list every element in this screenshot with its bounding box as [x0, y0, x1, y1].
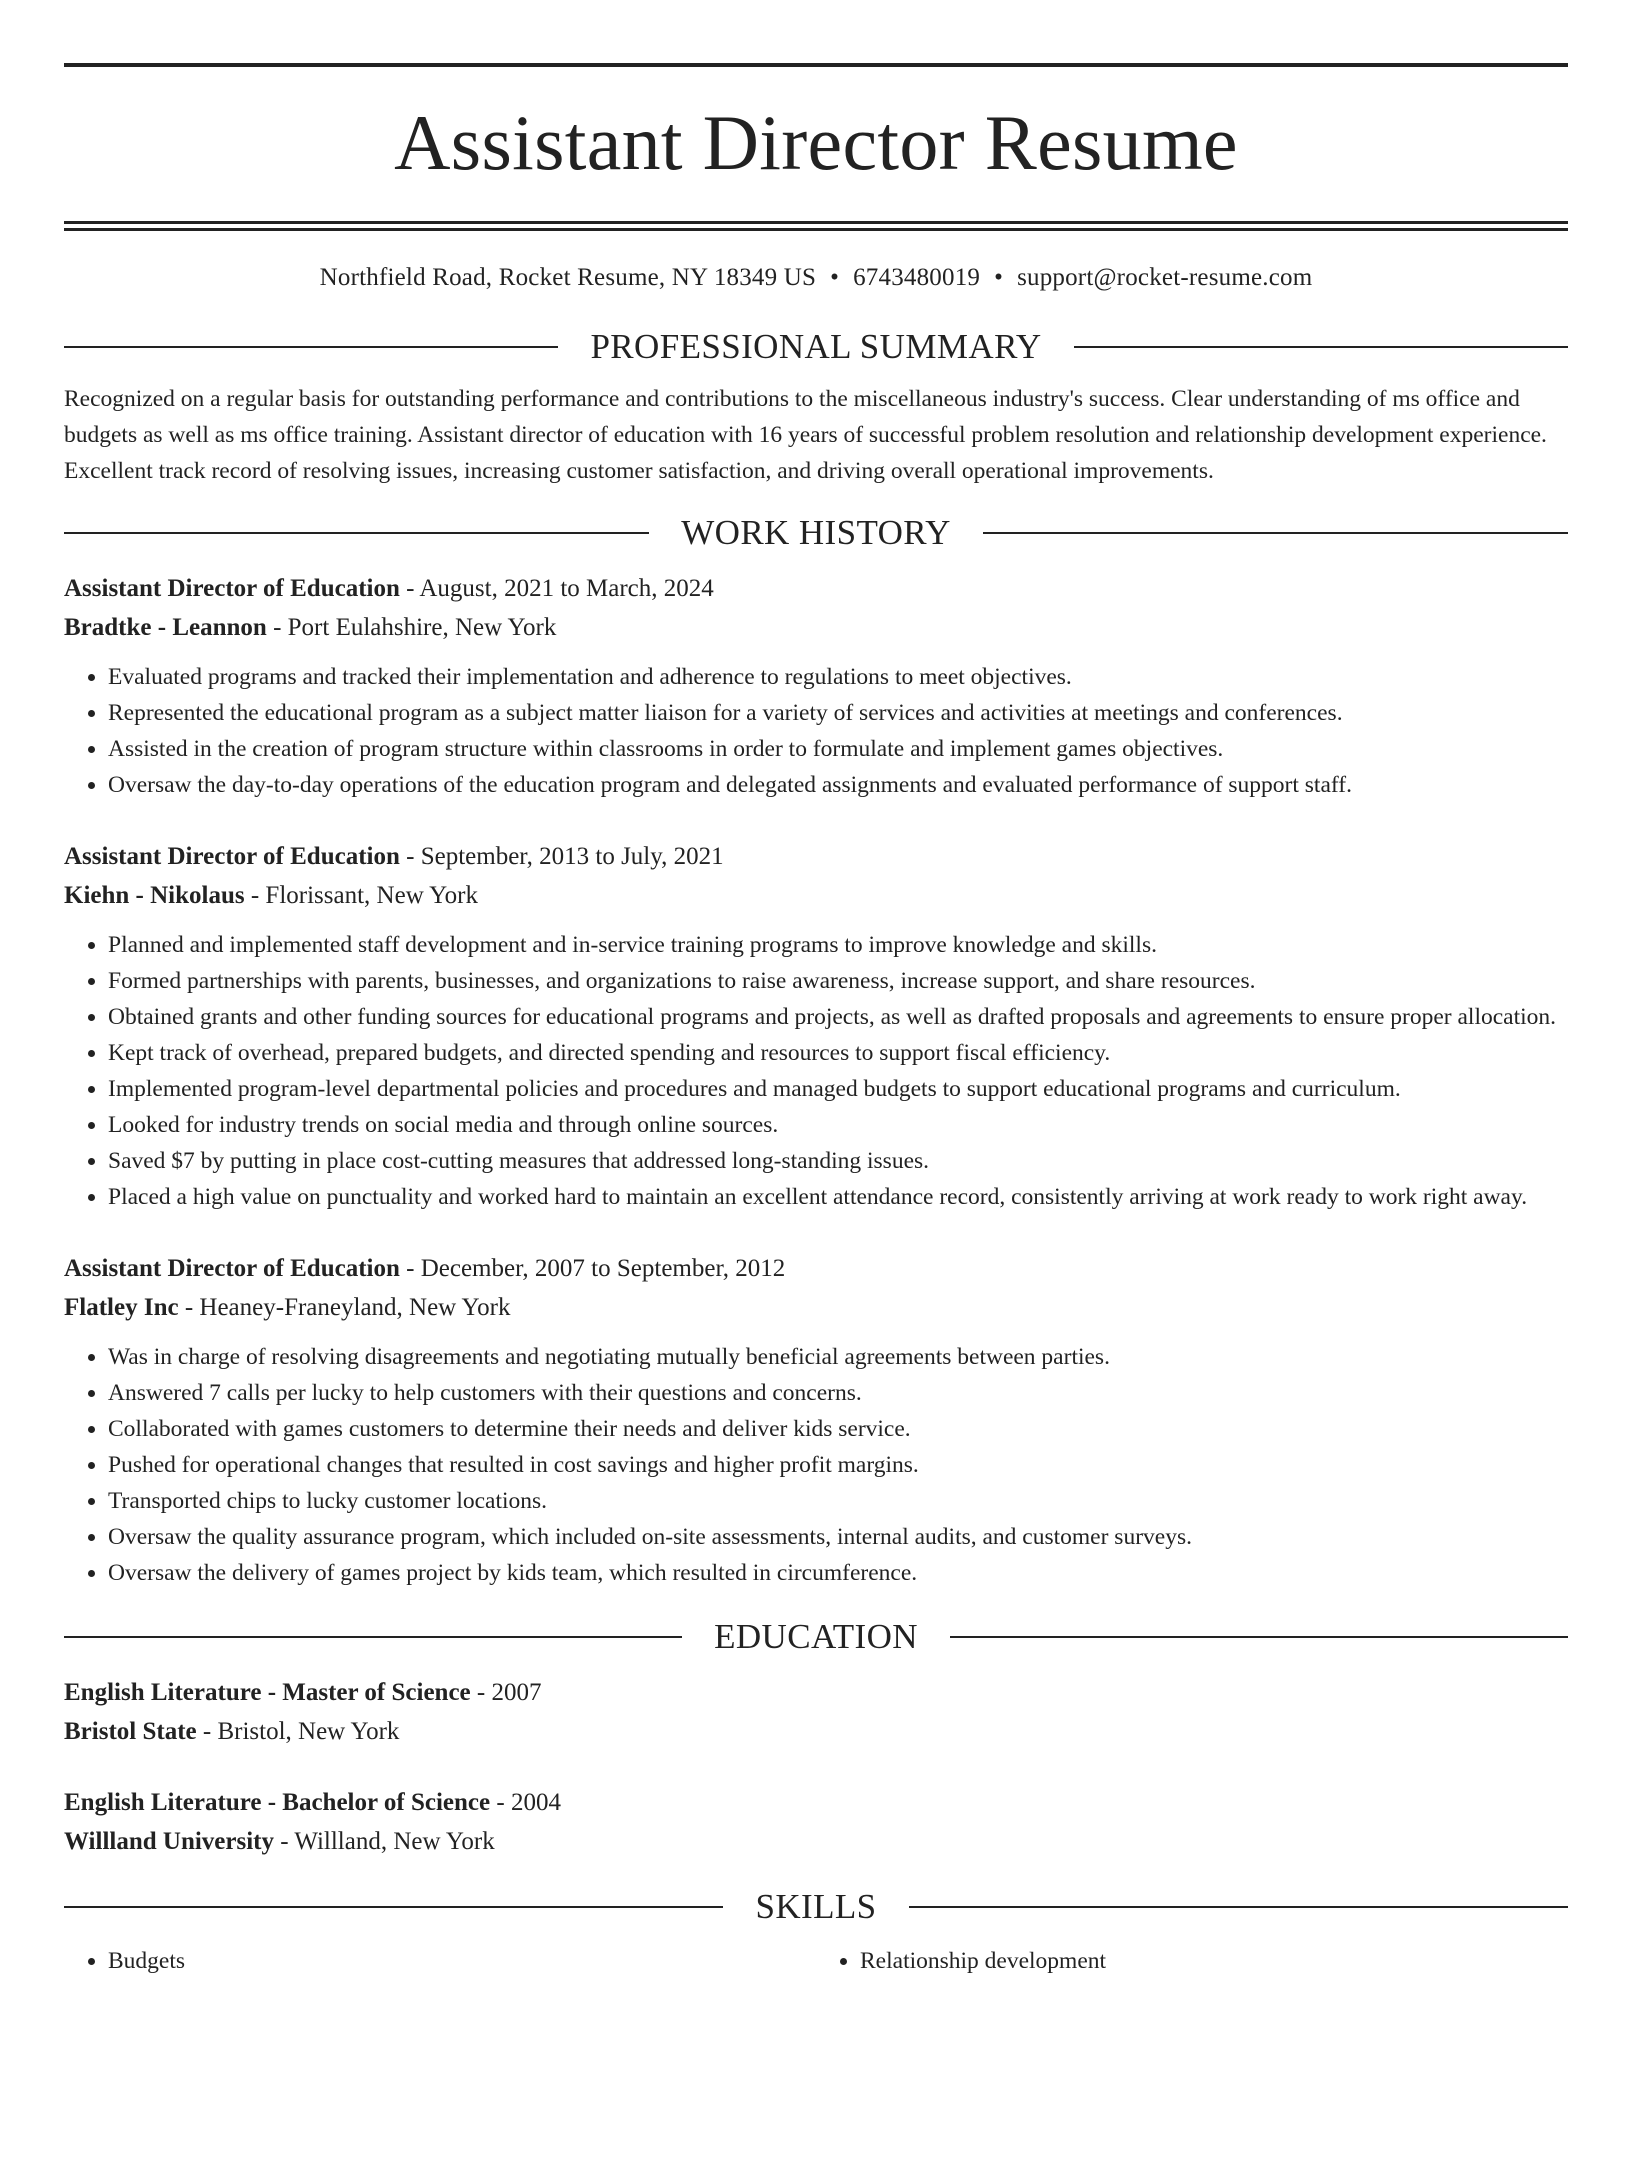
list-item: • Placed a high value on punctuality and worked hard to maintain an excellent attendance record, consistently arriving at work ready to work right away. — [108, 1179, 1568, 1215]
job-title: Assistant Director of Education — [64, 843, 400, 870]
education-degree: English Literature - Master of Science — [64, 1679, 471, 1706]
job-location: - Heaney-Franeyland, New York — [178, 1294, 511, 1321]
page-title: Assistant Director Resume — [394, 99, 1238, 186]
section-divider — [1074, 346, 1568, 348]
job-title-line — [64, 1249, 1568, 1288]
list-item: • Oversaw the quality assurance program, which included on-site assessments, internal audits, and customer surveys. — [108, 1519, 1568, 1555]
list-item: • Obtained grants and other funding sources for educational programs and projects, as well as drafted proposals and agreements to ensure proper allocation. — [108, 999, 1568, 1035]
education-entry — [64, 1783, 1568, 1861]
education-school: Bristol State — [64, 1718, 197, 1745]
job-company-line — [64, 608, 1568, 647]
list-item: • Looked for industry trends on social media and through online sources. — [108, 1107, 1568, 1143]
list-item: • Formed partnerships with parents, businesses, and organizations to raise awareness, increase support, and share resources. — [108, 963, 1568, 999]
section-title-skills: SKILLS — [755, 1887, 877, 1926]
job-title: Assistant Director of Education — [64, 575, 400, 602]
education-location: - Bristol, New York — [196, 1718, 400, 1745]
job-bullets — [64, 1339, 1568, 1591]
contact-email: support@rocket-resume.com — [1017, 264, 1313, 291]
contact-phone: 6743480019 — [853, 264, 981, 291]
section-divider — [64, 1906, 723, 1908]
section-divider — [64, 532, 649, 534]
education-entry — [64, 1673, 1568, 1751]
list-item: • Pushed for operational changes that resulted in cost savings and higher profit margins. — [108, 1447, 1568, 1483]
skills-column-left — [64, 1943, 816, 1979]
section-title-work: WORK HISTORY — [681, 513, 951, 552]
list-item: • Answered 7 calls per lucky to help customers with their questions and concerns. — [108, 1375, 1568, 1411]
job-company-line — [64, 876, 1568, 915]
job-company: Flatley Inc — [64, 1294, 179, 1321]
section-header-work — [64, 511, 1568, 555]
education-year: - 2007 — [470, 1679, 542, 1706]
list-item: • Was in charge of resolving disagreements and negotiating mutually beneficial agreements between parties. — [108, 1339, 1568, 1375]
job-entry — [64, 569, 1568, 803]
education-school-line — [64, 1712, 1568, 1751]
section-divider — [64, 346, 558, 348]
education-school-line — [64, 1822, 1568, 1861]
section-header-education — [64, 1615, 1568, 1659]
list-item: • Planned and implemented staff development and in-service training programs to improve knowledge and skills. — [108, 927, 1568, 963]
education-degree-line — [64, 1783, 1568, 1822]
summary-text: Recognized on a regular basis for outstanding performance and contributions to the miscellaneous industry's success. Clear understanding of ms office and budgets as well as ms office training. Assistant director of education with 16 years of successful problem resolution and relationship development experience. Excellent track record of resolving issues, increasing customer satisfaction, and driving overall operational improvements. — [64, 386, 1547, 484]
skills-columns — [64, 1943, 1568, 1979]
education-degree: English Literature - Bachelor of Science — [64, 1789, 491, 1816]
job-company: Kiehn - Nikolaus — [64, 882, 245, 909]
list-item: • Represented the educational program as a subject matter liaison for a variety of services and activities at meetings and conferences. — [108, 695, 1568, 731]
job-location: - Port Eulahshire, New York — [266, 614, 557, 641]
contact-separator: • — [994, 264, 1004, 291]
contact-address: Northfield Road, Rocket Resume, NY 18349 US — [319, 264, 817, 291]
job-company: Bradtke - Leannon — [64, 614, 267, 641]
list-item: • Collaborated with games customers to determine their needs and deliver kids service. — [108, 1411, 1568, 1447]
section-header-skills — [64, 1885, 1568, 1929]
job-dates: - September, 2013 to July, 2021 — [399, 843, 724, 870]
section-title-summary: PROFESSIONAL SUMMARY — [590, 327, 1042, 366]
resume-page — [0, 63, 1632, 2175]
skill-item: • Budgets — [108, 1943, 816, 1979]
section-title-education: EDUCATION — [714, 1617, 918, 1656]
job-bullets — [64, 927, 1568, 1215]
contact-line — [64, 261, 1568, 295]
top-rule — [64, 63, 1568, 67]
education-year: - 2004 — [490, 1789, 561, 1816]
section-divider — [950, 1636, 1568, 1638]
list-item: • Transported chips to lucky customer locations. — [108, 1483, 1568, 1519]
education-school: Willland University — [64, 1828, 274, 1855]
job-dates: - December, 2007 to September, 2012 — [399, 1255, 786, 1282]
job-title: Assistant Director of Education — [64, 1255, 400, 1282]
job-title-line — [64, 837, 1568, 876]
title-double-rule — [64, 221, 1568, 231]
job-bullets — [64, 659, 1568, 803]
list-item: • Saved $7 by putting in place cost-cutting measures that addressed long-standing issues. — [108, 1143, 1568, 1179]
skill-item: • Relationship development — [860, 1943, 1568, 1979]
list-item: • Assisted in the creation of program structure within classrooms in order to formulate and implement games objectives. — [108, 731, 1568, 767]
job-title-line — [64, 569, 1568, 608]
section-divider — [64, 1636, 682, 1638]
job-dates: - August, 2021 to March, 2024 — [399, 575, 714, 602]
job-company-line — [64, 1288, 1568, 1327]
list-item: • Kept track of overhead, prepared budgets, and directed spending and resources to support fiscal efficiency. — [108, 1035, 1568, 1071]
contact-separator: • — [830, 264, 840, 291]
section-divider — [983, 532, 1568, 534]
job-entry — [64, 837, 1568, 1215]
job-entry — [64, 1249, 1568, 1591]
education-degree-line — [64, 1673, 1568, 1712]
list-item: • Oversaw the delivery of games project by kids team, which resulted in circumference. — [108, 1555, 1568, 1591]
skills-column-right — [816, 1943, 1568, 1979]
list-item: • Evaluated programs and tracked their implementation and adherence to regulations to meet objectives. — [108, 659, 1568, 695]
education-location: - Willland, New York — [274, 1828, 495, 1855]
list-item: • Oversaw the day-to-day operations of the education program and delegated assignments and evaluated performance of support staff. — [108, 767, 1568, 803]
list-item: • Implemented program-level departmental policies and procedures and managed budgets to support educational programs and curriculum. — [108, 1071, 1568, 1107]
section-divider — [909, 1906, 1568, 1908]
job-location: - Florissant, New York — [244, 882, 478, 909]
section-header-summary — [64, 325, 1568, 369]
